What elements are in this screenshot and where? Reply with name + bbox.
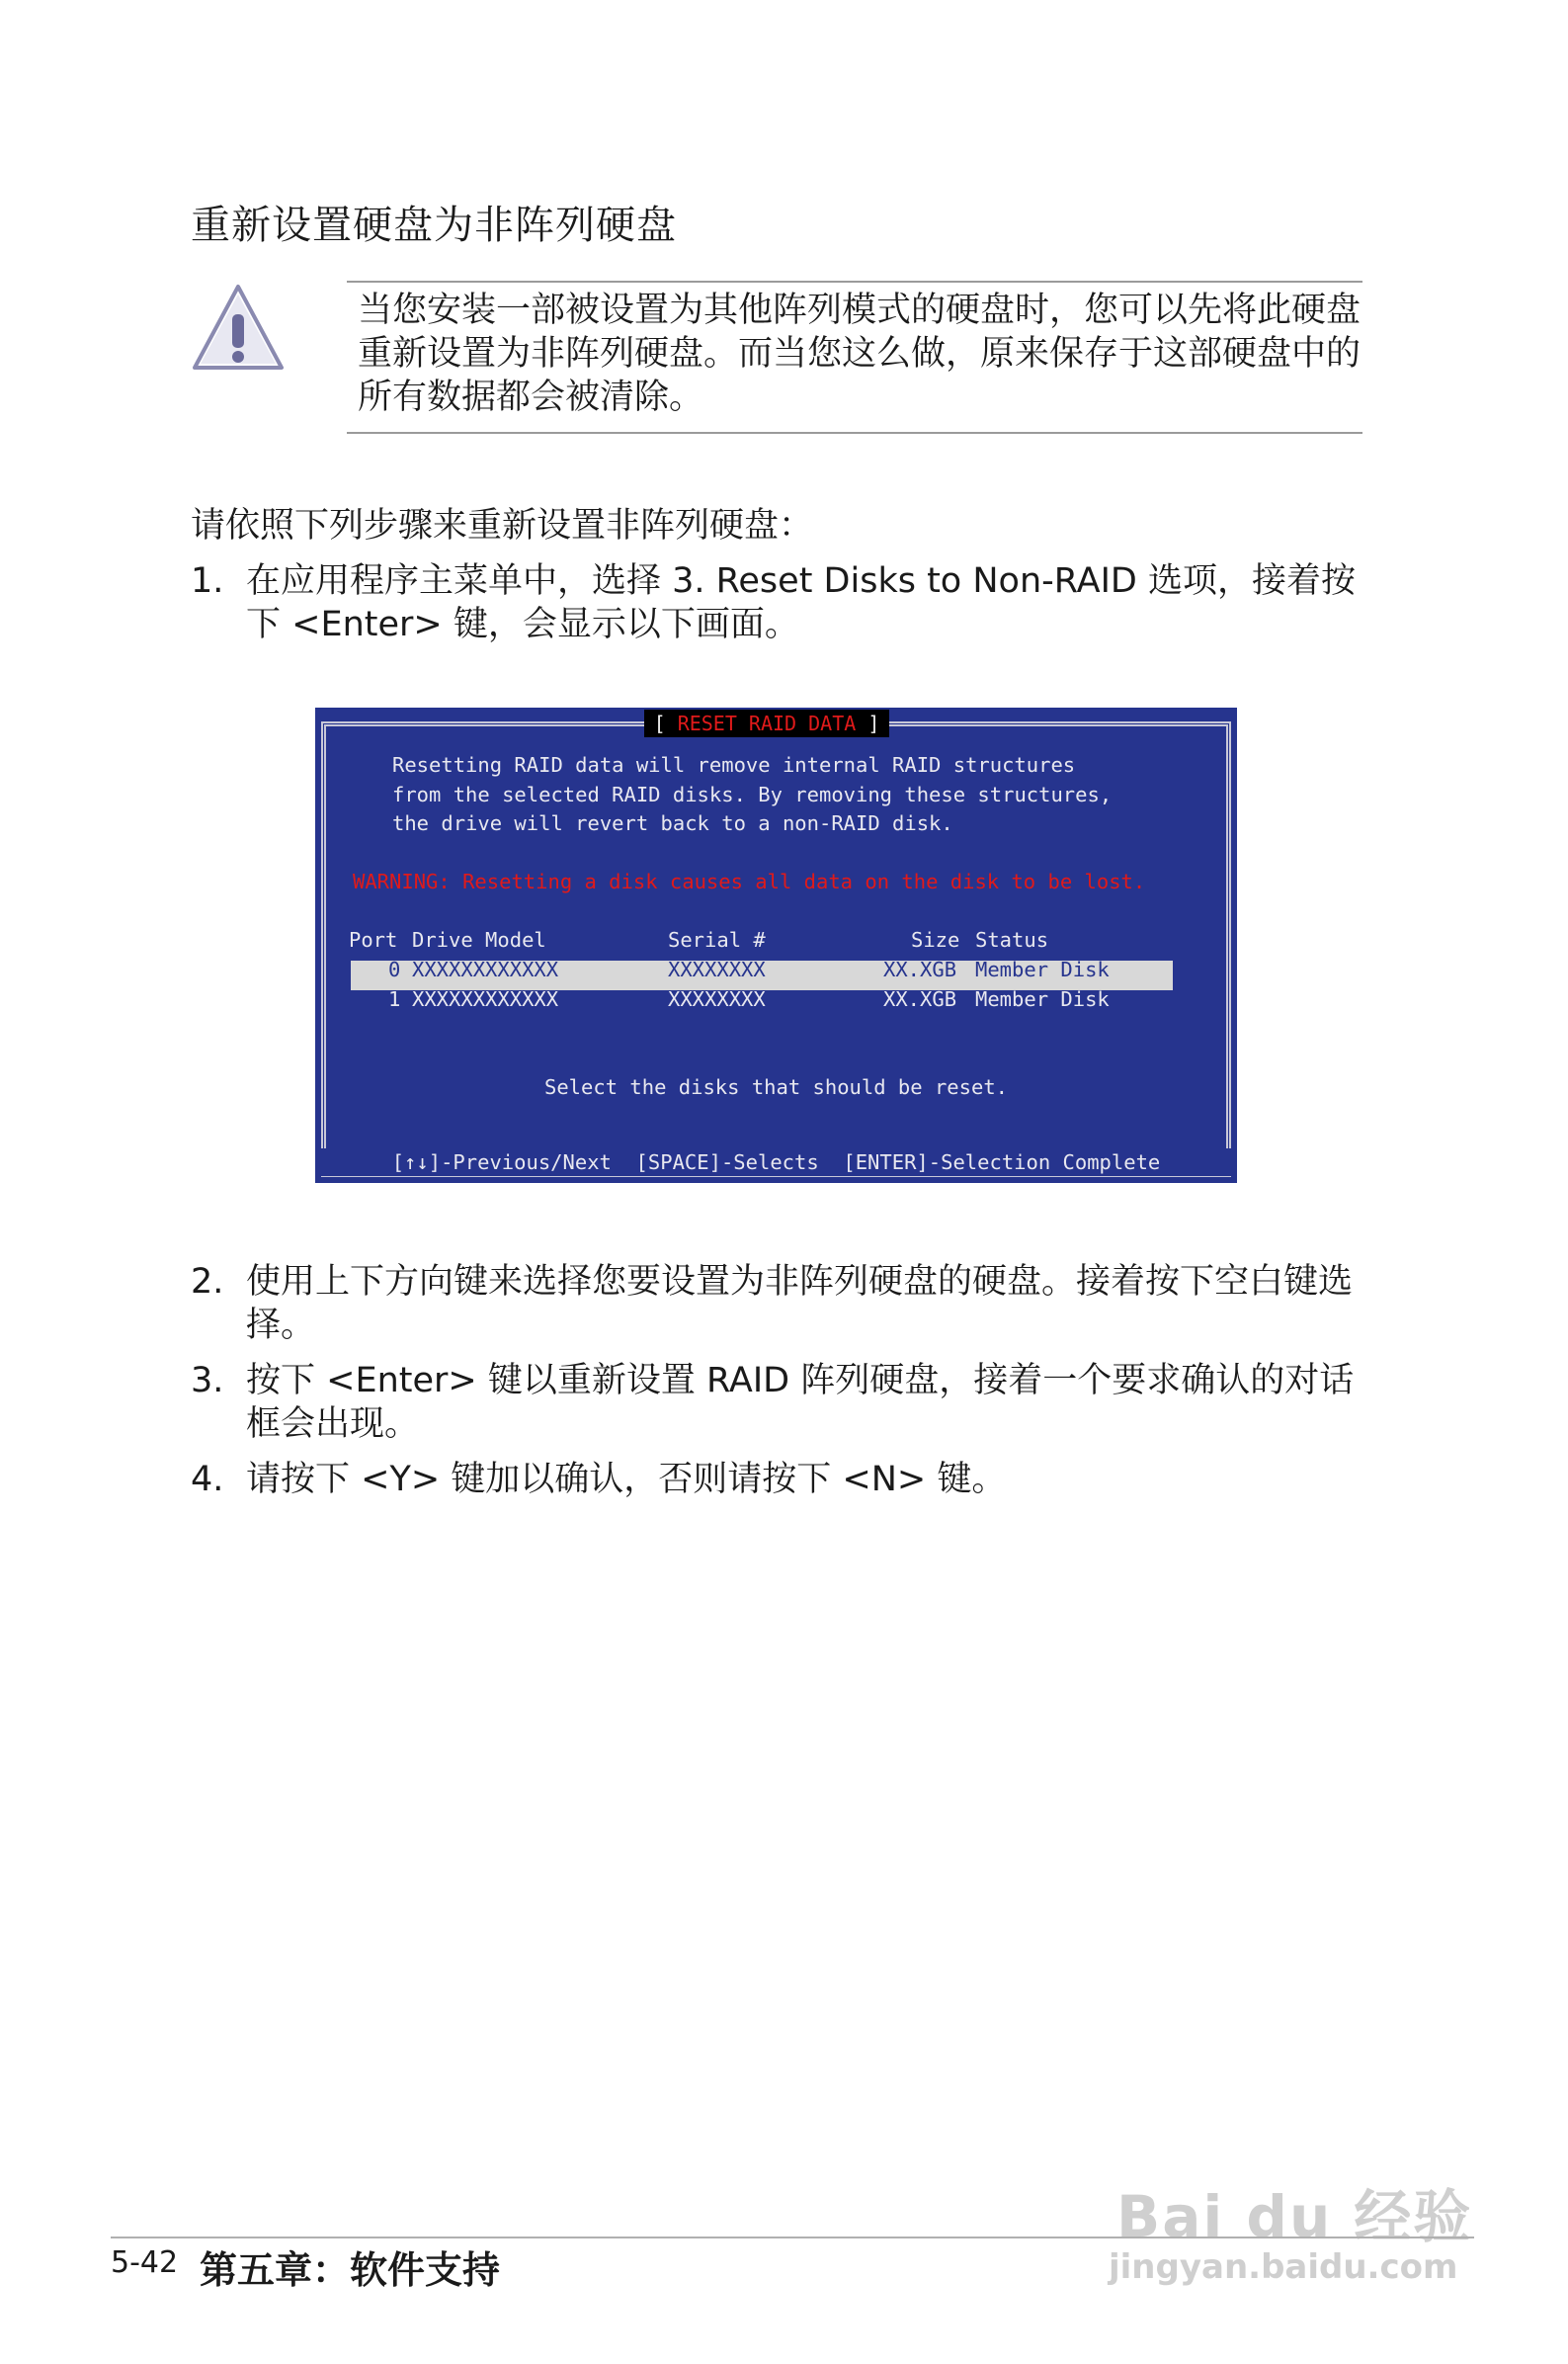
row-1-status[interactable]: Member Disk: [975, 987, 1110, 1011]
step-number: 4.: [191, 1460, 224, 1499]
row-0-model[interactable]: XXXXXXXXXXXX: [412, 958, 559, 981]
bios-desc-line: Resetting RAID data will remove internal RAID structures: [392, 753, 1076, 777]
intro-text: 请依照下列步骤来重新设置非阵列硬盘：: [191, 506, 814, 546]
footer-rule: [111, 2237, 1474, 2238]
bios-warning: WARNING: Resetting a disk causes all data on the disk to be lost.: [353, 870, 1146, 893]
note-top-rule: [347, 281, 1362, 283]
col-header-model: Drive Model: [412, 928, 546, 952]
step-number: 2.: [191, 1262, 224, 1302]
bios-reset-raid-screen: [315, 708, 1237, 1183]
col-header-status: Status: [975, 928, 1049, 952]
row-1-size[interactable]: XX.XGB: [883, 987, 957, 1011]
col-header-size: Size: [911, 928, 960, 952]
section-title: 重新设置硬盘为非阵列硬盘: [191, 203, 677, 248]
step-text: 按下 <Enter> 键以重新设置 RAID 阵列硬盘，接着一个要求确认的对话框会出现。: [246, 1361, 1355, 1444]
bios-desc-line: from the selected RAID disks. By removing these structures,: [392, 783, 1113, 806]
watermark-url: jingyan.baidu.com: [1109, 2247, 1458, 2287]
step-text: 请按下 <Y> 键加以确认，否则请按下 <N> 键。: [246, 1460, 1007, 1499]
bios-key-help: [↑↓]-Previous/Next [SPACE]-Selects [ENTER]-Selection Complete: [315, 1148, 1237, 1176]
row-0-port[interactable]: 0: [388, 958, 401, 981]
chapter-title: 第五章：软件支持: [200, 2248, 501, 2292]
bios-desc-line: the drive will revert back to a non-RAID disk.: [392, 811, 953, 835]
step-text: 使用上下方向键来选择您要设置为非阵列硬盘的硬盘。接着按下空白键选择。: [246, 1262, 1354, 1345]
row-0-serial[interactable]: XXXXXXXX: [668, 958, 766, 981]
baidu-jingyan-logo: Bai du 经验: [1116, 2183, 1473, 2250]
bios-prompt: Select the disks that should be reset.: [544, 1075, 1008, 1099]
bios-title: [ RESET RAID DATA ]: [644, 710, 889, 737]
note-bottom-rule: [347, 432, 1362, 434]
step-number: 3.: [191, 1361, 224, 1400]
row-1-serial[interactable]: XXXXXXXX: [668, 987, 766, 1011]
step-number: 1.: [191, 561, 224, 601]
row-0-size[interactable]: XX.XGB: [883, 958, 957, 981]
col-header-serial: Serial #: [668, 928, 766, 952]
row-1-port[interactable]: 1: [388, 987, 401, 1011]
step-text: 在应用程序主菜单中，选择 3. Reset Disks to Non-RAID 选项，接着按下 <Enter> 键，会显示以下画面。: [246, 561, 1356, 644]
note-text: 当您安装一部被设置为其他阵列模式的硬盘时，您可以先将此硬盘重新设置为非阵列硬盘。而当您这么做，原来保存于这部硬盘中的所有数据都会被清除。: [358, 291, 1362, 417]
col-header-port: Port: [349, 928, 398, 952]
row-0-status[interactable]: Member Disk: [975, 958, 1110, 981]
row-1-model[interactable]: XXXXXXXXXXXX: [412, 987, 559, 1011]
page-number: 5-42: [111, 2245, 179, 2280]
warning-triangle-icon: [191, 281, 286, 376]
